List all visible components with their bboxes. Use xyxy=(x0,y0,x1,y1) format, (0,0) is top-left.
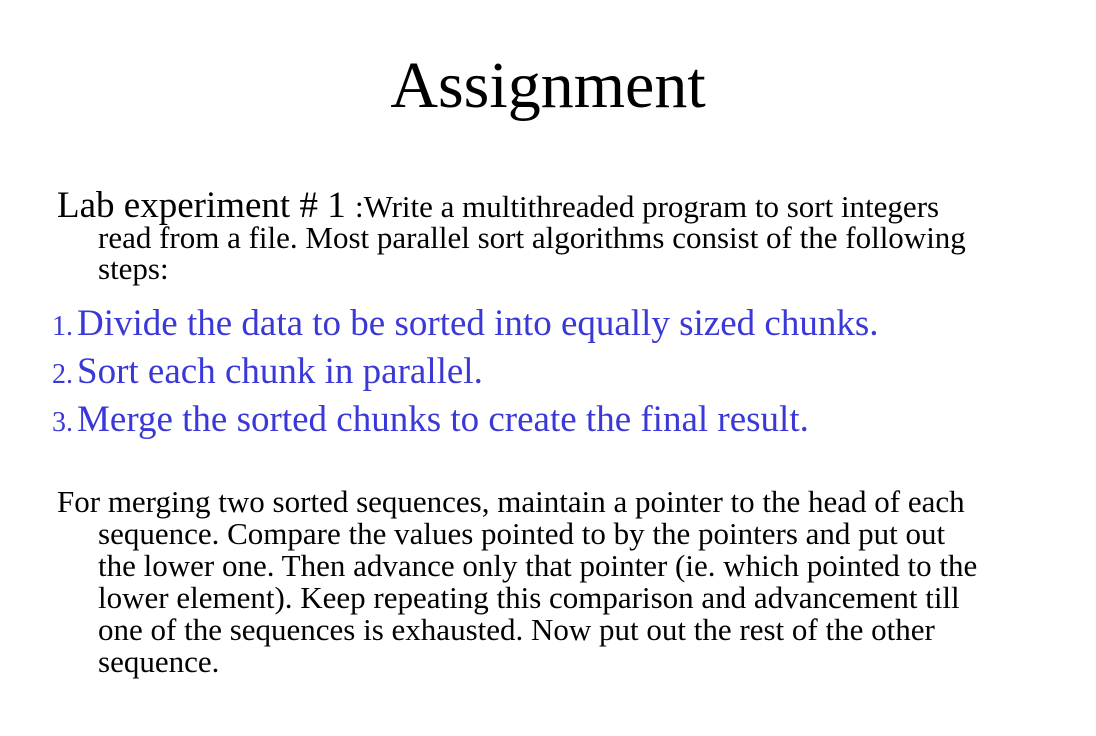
merge-line: For merging two sorted sequences, maintain a pointer to the head of each xyxy=(57,484,965,519)
step-item xyxy=(52,300,1062,348)
steps-list xyxy=(52,300,1062,444)
step-text: Sort each chunk in parallel. xyxy=(77,351,483,392)
slide-title: Assignment xyxy=(390,49,706,122)
intro-line-2: read from a file. Most parallel sort algorithms consist of the following xyxy=(98,220,966,255)
merge-line: lower element). Keep repeating this comparison and advancement till xyxy=(98,580,960,615)
merge-line: one of the sequences is exhausted. Now put out the rest of the other xyxy=(98,612,935,647)
step-number: 2. xyxy=(52,359,73,390)
intro-line-3: steps: xyxy=(98,251,169,286)
intro-paragraph xyxy=(57,185,1057,286)
intro-line-1 xyxy=(57,185,1057,226)
step-number: 3. xyxy=(52,407,73,438)
merge-line: the lower one. Then advance only that pointer (ie. which pointed to the xyxy=(98,548,978,583)
step-text: Merge the sorted chunks to create the final result. xyxy=(77,399,809,440)
merge-paragraph xyxy=(57,486,1067,678)
step-number: 1. xyxy=(52,311,73,342)
step-item xyxy=(52,348,1062,396)
lab-experiment-label: Lab experiment # 1 xyxy=(57,185,355,226)
step-item xyxy=(52,396,1062,444)
intro-line-1-text: :Write a multithreaded program to sort integers xyxy=(354,189,940,224)
merge-line: sequence. Compare the values pointed to by the pointers and put out xyxy=(98,516,946,551)
merge-line: sequence. xyxy=(98,644,220,679)
step-text: Divide the data to be sorted into equally sized chunks. xyxy=(77,303,879,344)
